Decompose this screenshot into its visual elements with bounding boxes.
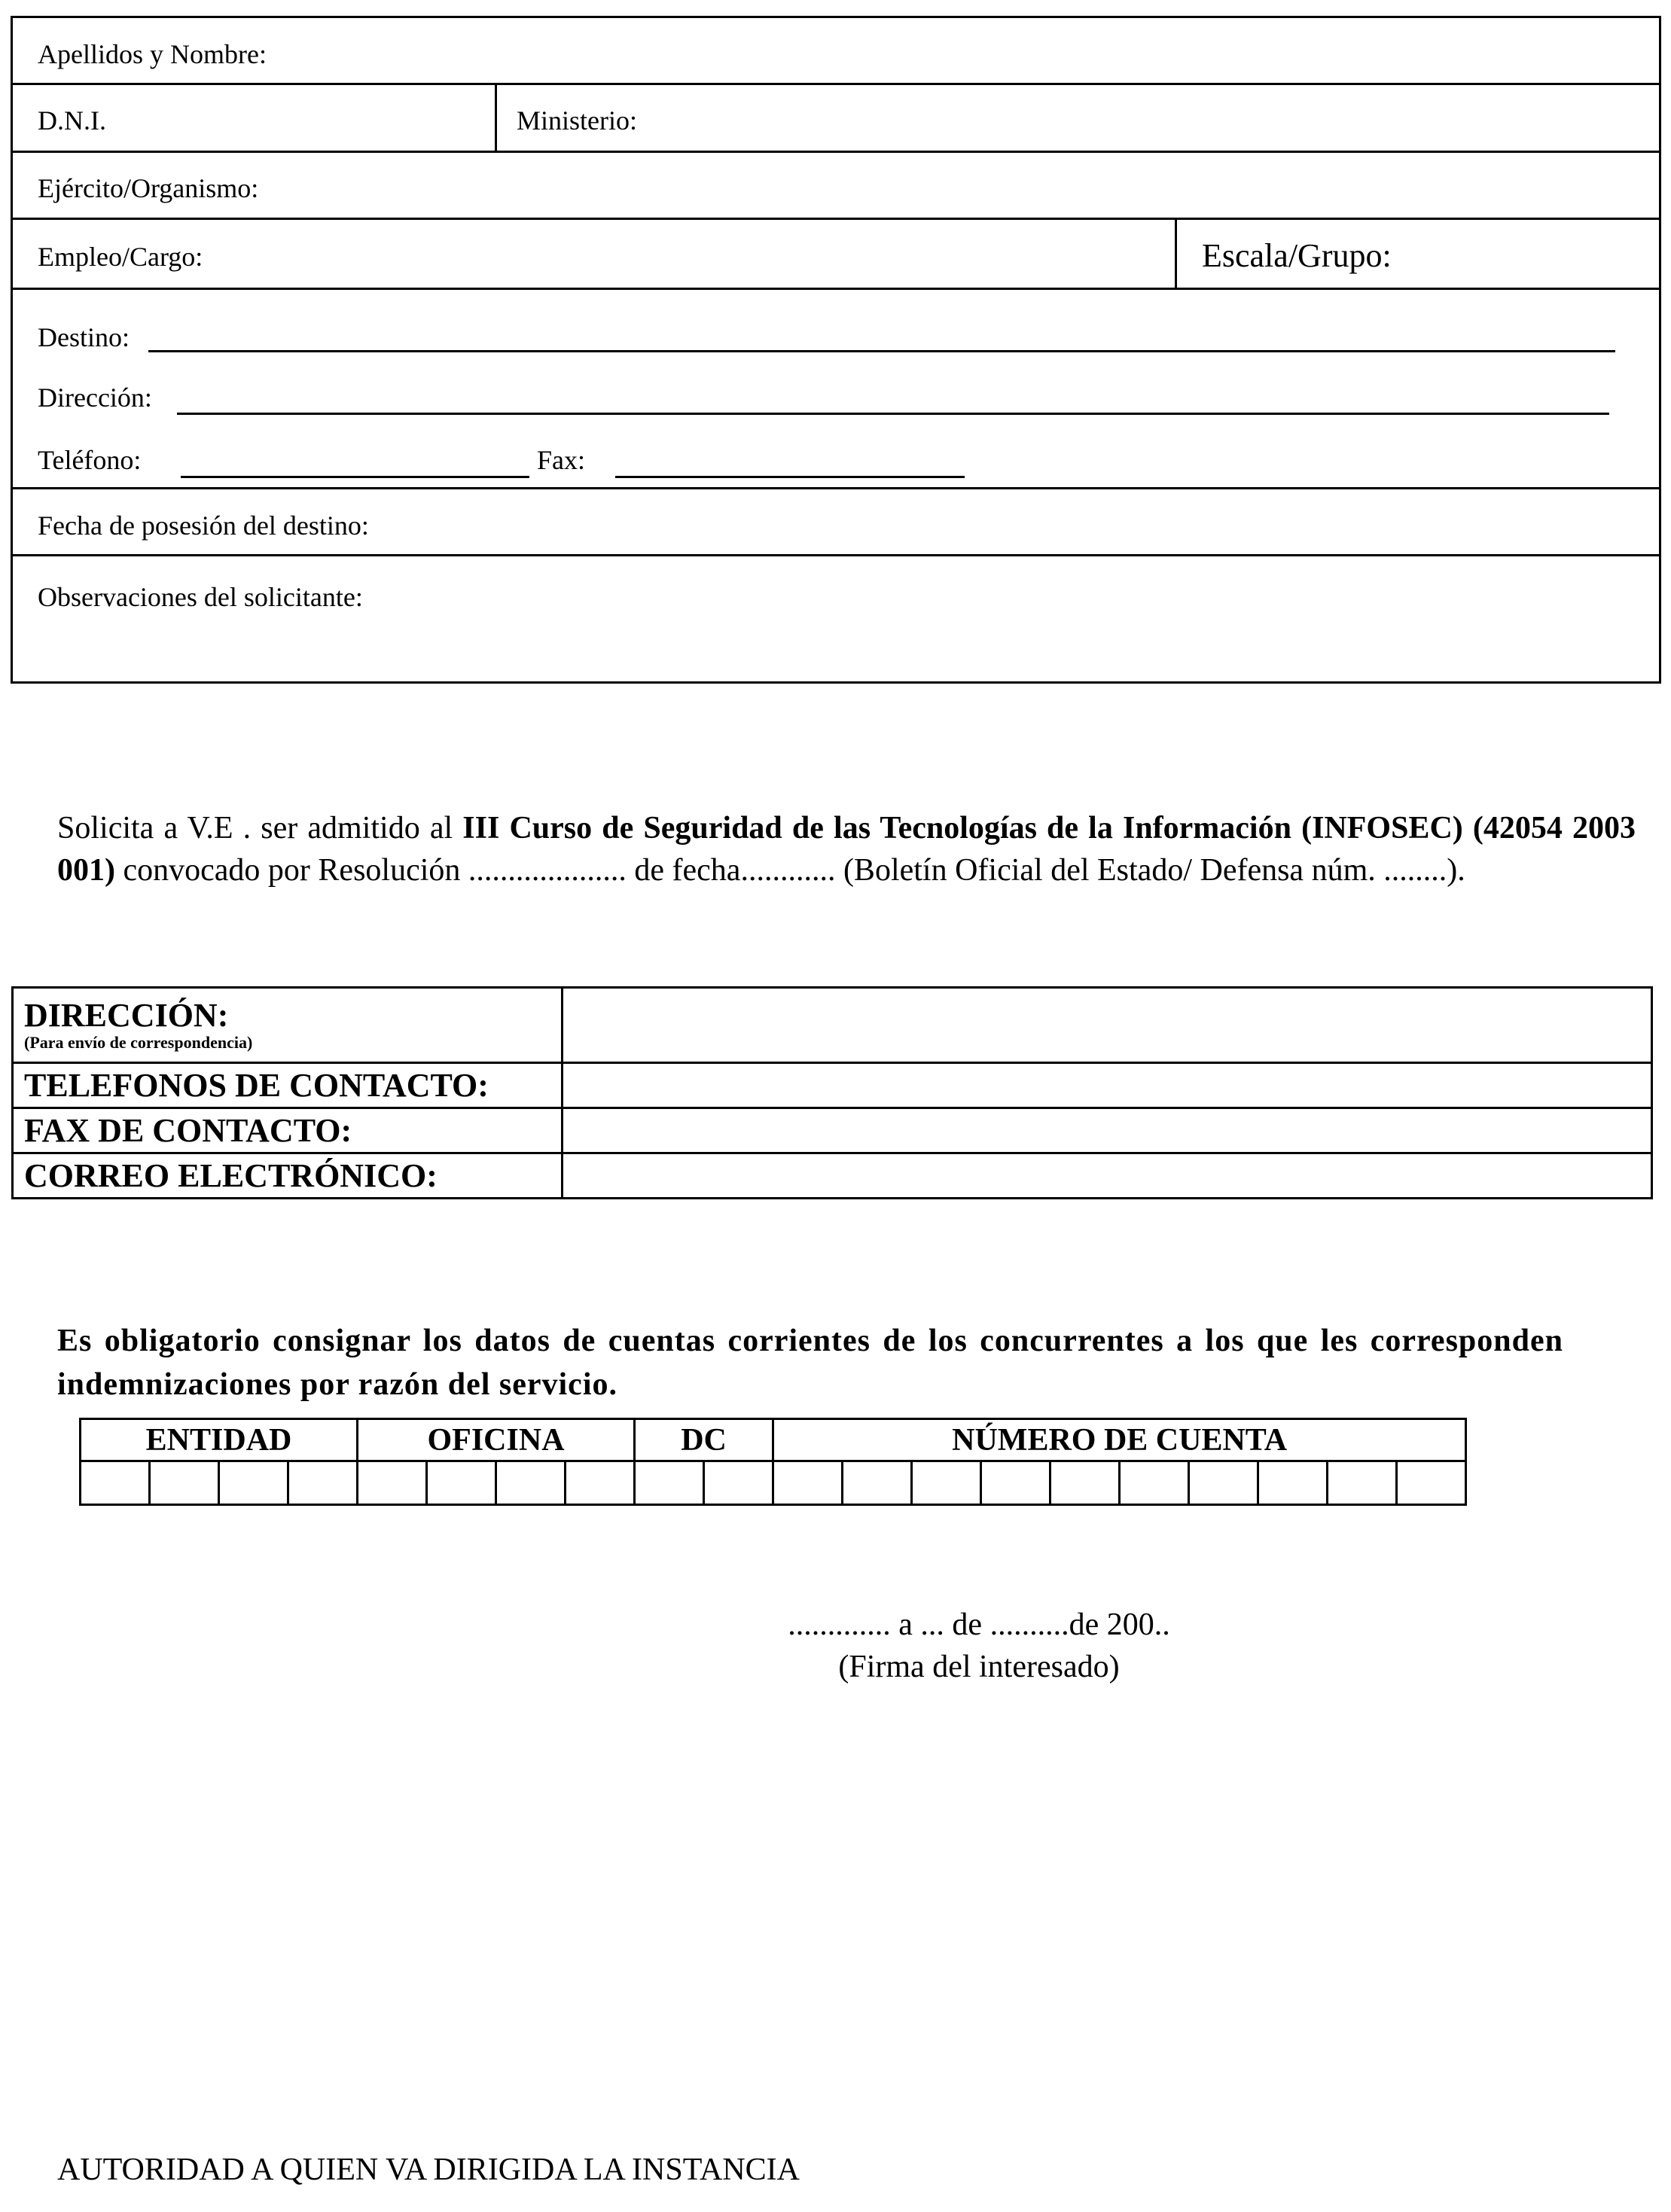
telefono-line[interactable] xyxy=(181,476,529,478)
destino-label: Destino: xyxy=(38,322,130,352)
account-digit-box[interactable] xyxy=(566,1461,635,1505)
account-digit-box[interactable] xyxy=(219,1461,288,1505)
observaciones-label: Observaciones del solicitante: xyxy=(38,582,363,612)
direccion-key xyxy=(13,988,563,1063)
dni-cell xyxy=(13,85,497,151)
correo-value[interactable] xyxy=(563,1153,1652,1199)
request-rest: convocado por Resolución .................... de fecha............ (Boletín Oficial del Estado/ Defensa núm. ........). xyxy=(115,853,1465,888)
fax-label: Fax: xyxy=(537,445,586,475)
contact-row-fax xyxy=(13,1108,1652,1153)
escala-grupo-label: Escala/Grupo: xyxy=(1202,237,1392,274)
contact-row-direccion xyxy=(13,988,1652,1063)
direccion-key-note: (Para envío de correspondencia) xyxy=(24,1032,253,1052)
account-digit-box[interactable] xyxy=(635,1461,704,1505)
row-destino-contacto xyxy=(13,290,1659,489)
telefonos-value[interactable] xyxy=(563,1063,1652,1108)
oficina-header: OFICINA xyxy=(358,1419,635,1461)
dni-label: D.N.I. xyxy=(38,105,106,136)
contact-table xyxy=(11,986,1653,1199)
account-digit-box[interactable] xyxy=(843,1461,912,1505)
place-date-line: ............. a ... de ..........de 200.. xyxy=(788,1607,1170,1642)
account-digit-box[interactable] xyxy=(773,1461,843,1505)
row-observaciones xyxy=(13,556,1659,681)
row-dni-ministerio xyxy=(13,85,1659,153)
bank-digit-row xyxy=(81,1461,1466,1505)
account-digit-box[interactable] xyxy=(1120,1461,1189,1505)
correo-key: CORREO ELECTRÓNICO: xyxy=(13,1153,563,1199)
contact-row-correo xyxy=(13,1153,1652,1199)
telefono-label: Teléfono: xyxy=(38,445,142,475)
account-digit-box[interactable] xyxy=(1050,1461,1120,1505)
row-fecha-posesion xyxy=(13,489,1659,556)
account-digit-box[interactable] xyxy=(1189,1461,1258,1505)
account-digit-box[interactable] xyxy=(1258,1461,1328,1505)
account-digit-box[interactable] xyxy=(1397,1461,1466,1505)
direccion-key-label: DIRECCIÓN: xyxy=(24,996,229,1034)
fax-key: FAX DE CONTACTO: xyxy=(13,1108,563,1153)
direccion-line[interactable] xyxy=(177,413,1609,415)
destino-line[interactable] xyxy=(148,350,1615,352)
account-digit-box[interactable] xyxy=(981,1461,1050,1505)
direccion-value[interactable] xyxy=(563,988,1652,1063)
course-name: III Curso de Seguridad de las Tecnologías de la Información (INFOSEC) (42054 2003 001) xyxy=(57,811,1636,888)
account-digit-box[interactable] xyxy=(1328,1461,1397,1505)
row-apellidos-nombre xyxy=(13,18,1659,85)
entidad-header: ENTIDAD xyxy=(81,1419,358,1461)
personal-data-form xyxy=(11,16,1661,684)
account-digit-box[interactable] xyxy=(912,1461,981,1505)
ministerio-label: Ministerio: xyxy=(517,105,637,136)
account-digit-box[interactable] xyxy=(288,1461,358,1505)
account-digit-box[interactable] xyxy=(427,1461,496,1505)
escala-grupo-cell xyxy=(1177,220,1659,288)
contact-row-telefonos xyxy=(13,1063,1652,1108)
request-intro: Solicita a V.E . ser admitido al xyxy=(57,811,463,845)
bank-account-table xyxy=(79,1418,1467,1506)
bank-header-row xyxy=(81,1419,1466,1461)
account-digit-box[interactable] xyxy=(358,1461,427,1505)
account-digit-box[interactable] xyxy=(704,1461,773,1505)
apellidos-nombre-label: Apellidos y Nombre: xyxy=(38,39,267,69)
signature-caption: (Firma del interesado) xyxy=(838,1650,1120,1684)
account-digit-box[interactable] xyxy=(150,1461,219,1505)
account-digit-box[interactable] xyxy=(496,1461,566,1505)
row-ejercito-organismo xyxy=(13,153,1659,220)
telefonos-key: TELEFONOS DE CONTACTO: xyxy=(13,1063,563,1108)
dc-header: DC xyxy=(635,1419,773,1461)
fecha-posesion-label: Fecha de posesión del destino: xyxy=(38,510,369,541)
account-digit-box[interactable] xyxy=(81,1461,150,1505)
fax-value[interactable] xyxy=(563,1108,1652,1153)
authority-heading: AUTORIDAD A QUIEN VA DIRIGIDA LA INSTANCIA xyxy=(57,2153,800,2187)
mandatory-account-notice: Es obligatorio consignar los datos de cuentas corrientes de los concurrentes a los que les corresponden indemnizaciones por razón del servicio. xyxy=(57,1324,1563,1402)
fax-line[interactable] xyxy=(615,476,965,478)
ejercito-organismo-label: Ejército/Organismo: xyxy=(38,173,259,203)
direccion-label: Dirección: xyxy=(38,382,152,413)
empleo-cargo-cell xyxy=(13,220,1177,288)
row-empleo-escala xyxy=(13,220,1659,290)
request-paragraph xyxy=(57,807,1636,891)
numero-cuenta-header: NÚMERO DE CUENTA xyxy=(773,1419,1466,1461)
empleo-cargo-label: Empleo/Cargo: xyxy=(38,242,203,272)
signature-block xyxy=(527,1604,1431,1688)
ministerio-cell xyxy=(497,85,1659,151)
